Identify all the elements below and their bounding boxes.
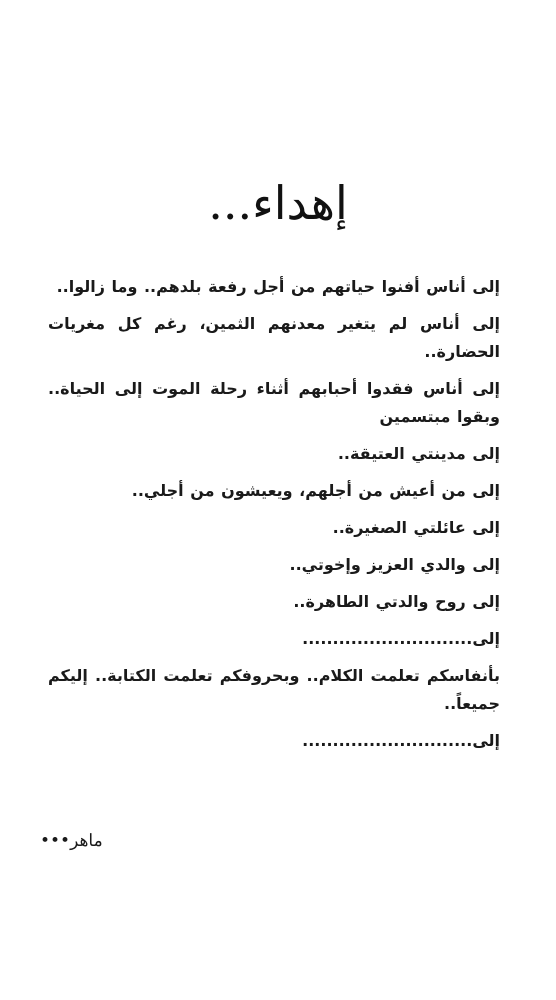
dedication-line: إلى أناس فقدوا أحبابهم أثناء رحلة الموت إلى الحياة.. وبقوا مبتسمين	[48, 379, 500, 426]
dedication-line: إلى............................	[302, 629, 500, 648]
dedication-list	[48, 273, 500, 764]
dedication-line: إلى............................	[302, 731, 500, 750]
page-title: إهداء...	[208, 176, 348, 230]
dedication-line: إلى مدينتي العتيقة..	[337, 444, 500, 463]
dedication-line: إلى من أعيش من أجلهم، ويعيشون من أجلي..	[131, 481, 500, 500]
author-signature: ماهر•••	[40, 831, 103, 851]
dedication-line: إلى والدي العزيز وإخوتي..	[289, 555, 500, 574]
dedication-line: إلى عائلتي الصغيرة..	[332, 518, 500, 537]
dedication-line: بأنفاسكم تعلمت الكلام.. وبحروفكم تعلمت الكتابة.. إليكم جميعاً..	[48, 666, 500, 713]
dedication-line: إلى أناس أفنوا حياتهم من أجل رفعة بلدهم.. وما زالوا..	[56, 277, 500, 296]
dedication-line: إلى روح والدتي الطاهرة..	[293, 592, 500, 611]
dedication-line: إلى أناس لم يتغير معدنهم الثمين، رغم كل مغريات الحضارة..	[48, 314, 500, 361]
